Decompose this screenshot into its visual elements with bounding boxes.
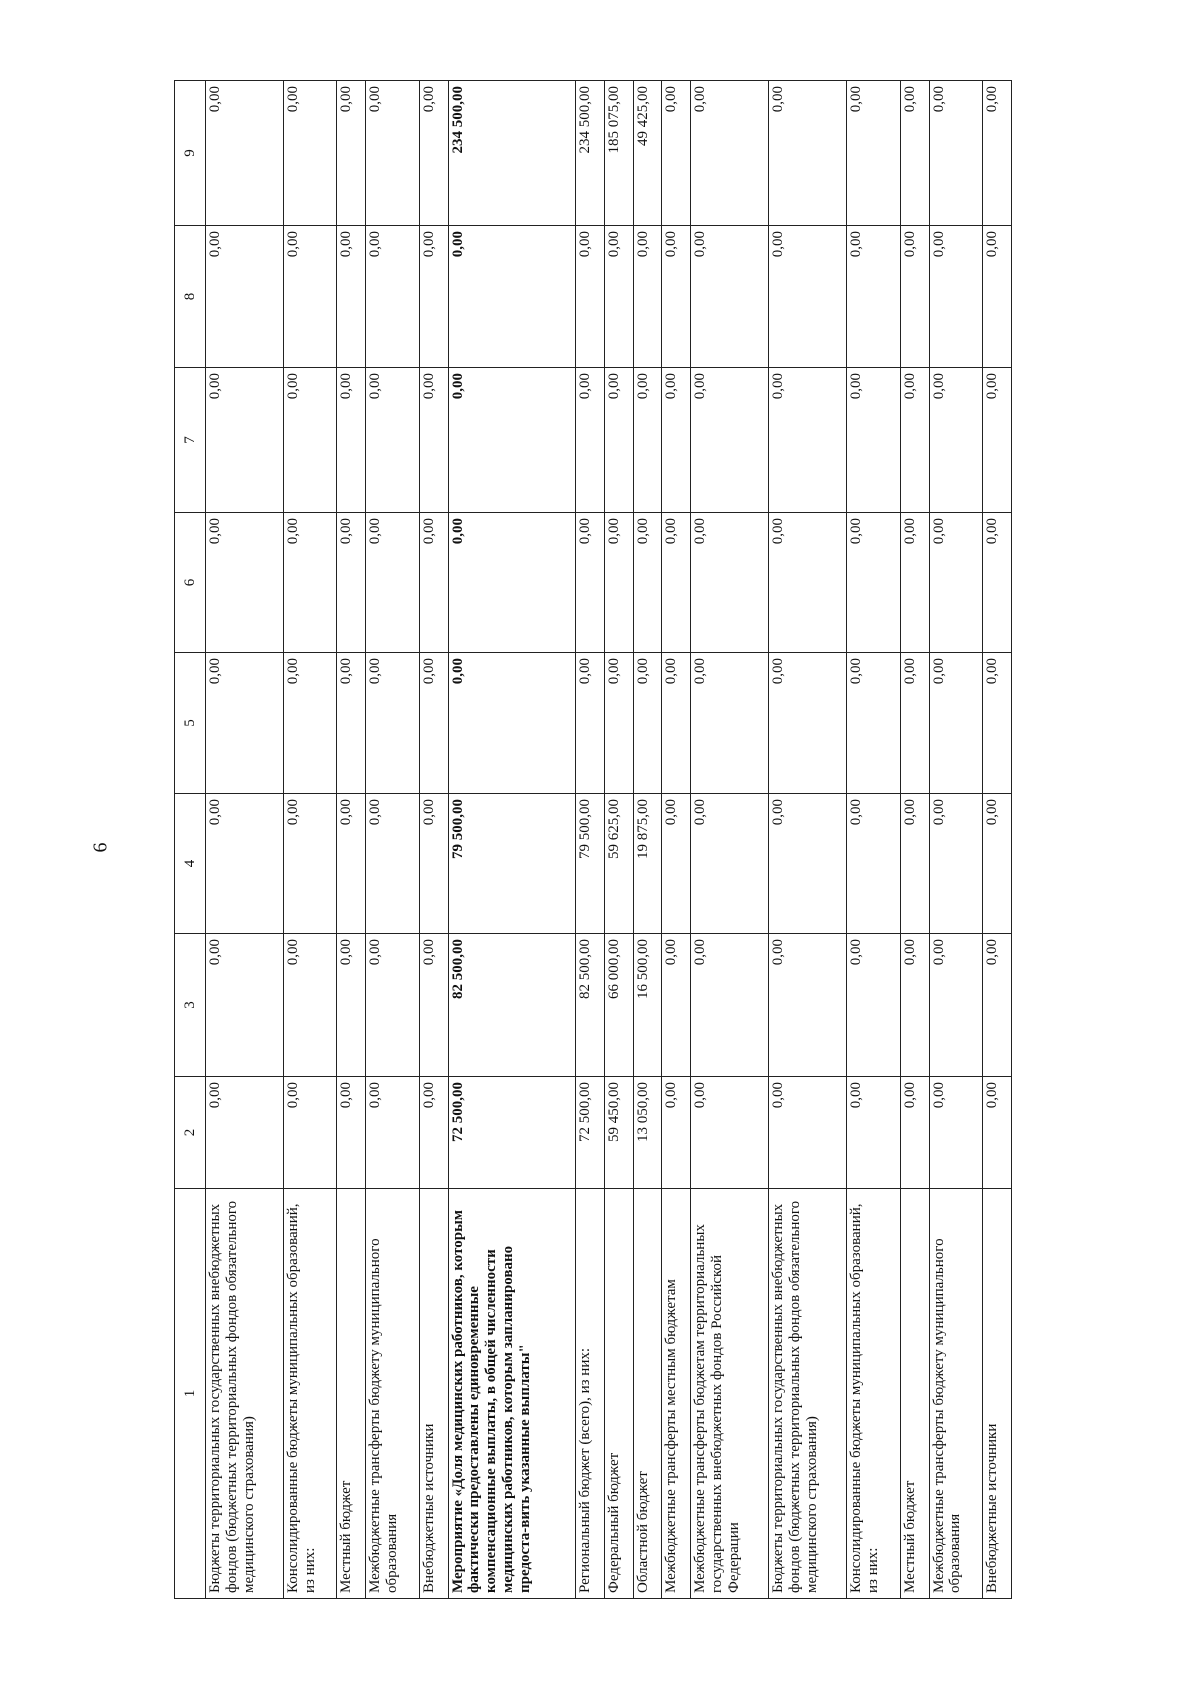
row-label: Бюджеты территориальных государственных внебюджетных фондов (бюджетных территориальных фондов обязательного медицинского страхования) [769, 1189, 847, 1599]
row-label: Федеральный бюджет [604, 1189, 633, 1599]
value-cell: 0,00 [206, 653, 284, 794]
value-cell: 0,00 [929, 653, 982, 794]
value-cell: 72 500,00 [448, 1077, 575, 1189]
table-row [283, 81, 336, 1599]
value-cell: 82 500,00 [575, 934, 604, 1077]
value-cell: 0,00 [283, 226, 336, 368]
value-cell: 0,00 [575, 513, 604, 653]
column-header: 6 [175, 513, 206, 653]
value-cell: 0,00 [633, 513, 662, 653]
row-label: Межбюджетные трансферты бюджету муниципального образования [929, 1189, 982, 1599]
value-cell: 0,00 [604, 653, 633, 794]
value-cell: 0,00 [633, 368, 662, 513]
value-cell: 0,00 [929, 226, 982, 368]
table-row [769, 81, 847, 1599]
table-row [419, 81, 448, 1599]
value-cell: 0,00 [691, 794, 769, 934]
column-header: 8 [175, 226, 206, 368]
value-cell: 79 500,00 [448, 794, 575, 934]
value-cell: 0,00 [983, 81, 1012, 226]
value-cell: 66 000,00 [604, 934, 633, 1077]
column-header: 7 [175, 368, 206, 513]
value-cell: 0,00 [929, 368, 982, 513]
table-row [847, 81, 900, 1599]
value-cell: 0,00 [448, 368, 575, 513]
row-label: Мероприятие «Доля медицинских работников, которым фактически предоставлены единовременные компенсационные выплаты, в общей численности медицинских работников, которым запланировано предоста-вить указанные выплаты" [448, 1189, 575, 1599]
value-cell: 0,00 [662, 934, 691, 1077]
row-label: Областной бюджет [633, 1189, 662, 1599]
value-cell: 59 625,00 [604, 794, 633, 934]
value-cell: 0,00 [769, 226, 847, 368]
value-cell: 49 425,00 [633, 81, 662, 226]
value-cell: 0,00 [929, 794, 982, 934]
value-cell: 0,00 [900, 934, 929, 1077]
value-cell: 0,00 [283, 368, 336, 513]
value-cell: 234 500,00 [575, 81, 604, 226]
value-cell: 0,00 [900, 1077, 929, 1189]
header-row [175, 81, 206, 1599]
value-cell: 0,00 [983, 226, 1012, 368]
row-label: Региональный бюджет (всего), из них: [575, 1189, 604, 1599]
value-cell: 0,00 [847, 226, 900, 368]
value-cell: 0,00 [929, 513, 982, 653]
value-cell: 0,00 [662, 653, 691, 794]
value-cell: 0,00 [769, 934, 847, 1077]
table-row [691, 81, 769, 1599]
value-cell: 0,00 [604, 368, 633, 513]
value-cell: 0,00 [448, 653, 575, 794]
value-cell: 0,00 [283, 513, 336, 653]
row-label: Местный бюджет [900, 1189, 929, 1599]
value-cell: 59 450,00 [604, 1077, 633, 1189]
value-cell: 0,00 [366, 794, 419, 934]
value-cell: 0,00 [847, 1077, 900, 1189]
value-cell: 0,00 [847, 653, 900, 794]
value-cell: 0,00 [662, 226, 691, 368]
value-cell: 0,00 [900, 794, 929, 934]
value-cell: 0,00 [662, 368, 691, 513]
table-row [206, 81, 284, 1599]
table-row [366, 81, 419, 1599]
value-cell: 0,00 [419, 653, 448, 794]
column-header: 9 [175, 81, 206, 226]
value-cell: 0,00 [419, 794, 448, 934]
value-cell: 0,00 [206, 934, 284, 1077]
value-cell: 0,00 [337, 934, 366, 1077]
value-cell: 0,00 [206, 368, 284, 513]
value-cell: 0,00 [448, 513, 575, 653]
value-cell: 0,00 [337, 653, 366, 794]
table-row [983, 81, 1012, 1599]
value-cell: 0,00 [337, 794, 366, 934]
value-cell: 0,00 [419, 368, 448, 513]
value-cell: 0,00 [283, 1077, 336, 1189]
value-cell: 0,00 [769, 368, 847, 513]
row-label: Бюджеты территориальных государственных внебюджетных фондов (бюджетных территориальных фондов обязательного медицинского страхования) [206, 1189, 284, 1599]
value-cell: 0,00 [900, 653, 929, 794]
value-cell: 0,00 [769, 1077, 847, 1189]
value-cell: 0,00 [366, 513, 419, 653]
value-cell: 0,00 [206, 81, 284, 226]
value-cell: 0,00 [983, 513, 1012, 653]
value-cell: 0,00 [206, 794, 284, 934]
value-cell: 0,00 [206, 1077, 284, 1189]
table-body [206, 81, 1012, 1599]
value-cell: 0,00 [419, 226, 448, 368]
value-cell: 0,00 [662, 794, 691, 934]
value-cell: 0,00 [847, 81, 900, 226]
value-cell: 0,00 [847, 934, 900, 1077]
column-header: 5 [175, 653, 206, 794]
row-label: Межбюджетные трансферты бюджетам территориальных государственных внебюджетных фондов Российской Федерации [691, 1189, 769, 1599]
value-cell: 0,00 [337, 1077, 366, 1189]
row-label: Внебюджетные источники [983, 1189, 1012, 1599]
value-cell: 0,00 [769, 81, 847, 226]
value-cell: 234 500,00 [448, 81, 575, 226]
value-cell: 0,00 [337, 226, 366, 368]
value-cell: 0,00 [283, 653, 336, 794]
value-cell: 185 075,00 [604, 81, 633, 226]
value-cell: 0,00 [983, 794, 1012, 934]
rotated-table-wrapper [174, 81, 1012, 1599]
table-row [575, 81, 604, 1599]
value-cell: 0,00 [283, 81, 336, 226]
table-row [662, 81, 691, 1599]
value-cell: 0,00 [575, 368, 604, 513]
value-cell: 72 500,00 [575, 1077, 604, 1189]
value-cell: 0,00 [633, 226, 662, 368]
value-cell: 0,00 [983, 653, 1012, 794]
table-row [604, 81, 633, 1599]
value-cell: 0,00 [691, 653, 769, 794]
row-label: Внебюджетные источники [419, 1189, 448, 1599]
column-header: 2 [175, 1077, 206, 1189]
value-cell: 0,00 [900, 81, 929, 226]
value-cell: 0,00 [366, 81, 419, 226]
value-cell: 0,00 [633, 653, 662, 794]
value-cell: 82 500,00 [448, 934, 575, 1077]
value-cell: 0,00 [662, 513, 691, 653]
row-label: Межбюджетные трансферты местным бюджетам [662, 1189, 691, 1599]
value-cell: 0,00 [366, 1077, 419, 1189]
value-cell: 0,00 [604, 513, 633, 653]
table-row [633, 81, 662, 1599]
budget-table [174, 80, 1012, 1599]
value-cell: 19 875,00 [633, 794, 662, 934]
value-cell: 0,00 [366, 368, 419, 513]
column-header: 4 [175, 794, 206, 934]
value-cell: 0,00 [929, 934, 982, 1077]
value-cell: 79 500,00 [575, 794, 604, 934]
value-cell: 0,00 [419, 81, 448, 226]
value-cell: 0,00 [419, 934, 448, 1077]
value-cell: 0,00 [662, 81, 691, 226]
value-cell: 0,00 [366, 653, 419, 794]
value-cell: 0,00 [847, 513, 900, 653]
value-cell: 0,00 [691, 934, 769, 1077]
value-cell: 0,00 [337, 368, 366, 513]
value-cell: 0,00 [662, 1077, 691, 1189]
value-cell: 13 050,00 [633, 1077, 662, 1189]
value-cell: 16 500,00 [633, 934, 662, 1077]
value-cell: 0,00 [206, 513, 284, 653]
value-cell: 0,00 [900, 368, 929, 513]
value-cell: 0,00 [206, 226, 284, 368]
column-header: 1 [175, 1189, 206, 1599]
row-label: Местный бюджет [337, 1189, 366, 1599]
value-cell: 0,00 [900, 226, 929, 368]
value-cell: 0,00 [575, 653, 604, 794]
value-cell: 0,00 [900, 513, 929, 653]
value-cell: 0,00 [769, 513, 847, 653]
value-cell: 0,00 [575, 226, 604, 368]
page-number: 6 [89, 842, 112, 853]
value-cell: 0,00 [929, 81, 982, 226]
value-cell: 0,00 [929, 1077, 982, 1189]
row-label: Консолидированные бюджеты муниципальных образований, из них: [283, 1189, 336, 1599]
value-cell: 0,00 [366, 226, 419, 368]
table-row [448, 81, 575, 1599]
value-cell: 0,00 [983, 1077, 1012, 1189]
value-cell: 0,00 [691, 513, 769, 653]
value-cell: 0,00 [769, 794, 847, 934]
column-header: 3 [175, 934, 206, 1077]
table-row [900, 81, 929, 1599]
value-cell: 0,00 [283, 794, 336, 934]
table-row [337, 81, 366, 1599]
row-label: Консолидированные бюджеты муниципальных образований, из них: [847, 1189, 900, 1599]
value-cell: 0,00 [691, 226, 769, 368]
value-cell: 0,00 [769, 653, 847, 794]
value-cell: 0,00 [419, 513, 448, 653]
value-cell: 0,00 [691, 1077, 769, 1189]
value-cell: 0,00 [983, 934, 1012, 1077]
value-cell: 0,00 [847, 794, 900, 934]
value-cell: 0,00 [604, 226, 633, 368]
value-cell: 0,00 [419, 1077, 448, 1189]
value-cell: 0,00 [691, 368, 769, 513]
value-cell: 0,00 [337, 513, 366, 653]
value-cell: 0,00 [847, 368, 900, 513]
value-cell: 0,00 [983, 368, 1012, 513]
value-cell: 0,00 [448, 226, 575, 368]
table-row [929, 81, 982, 1599]
row-label: Межбюджетные трансферты бюджету муниципального образования [366, 1189, 419, 1599]
value-cell: 0,00 [366, 934, 419, 1077]
value-cell: 0,00 [283, 934, 336, 1077]
value-cell: 0,00 [691, 81, 769, 226]
value-cell: 0,00 [337, 81, 366, 226]
